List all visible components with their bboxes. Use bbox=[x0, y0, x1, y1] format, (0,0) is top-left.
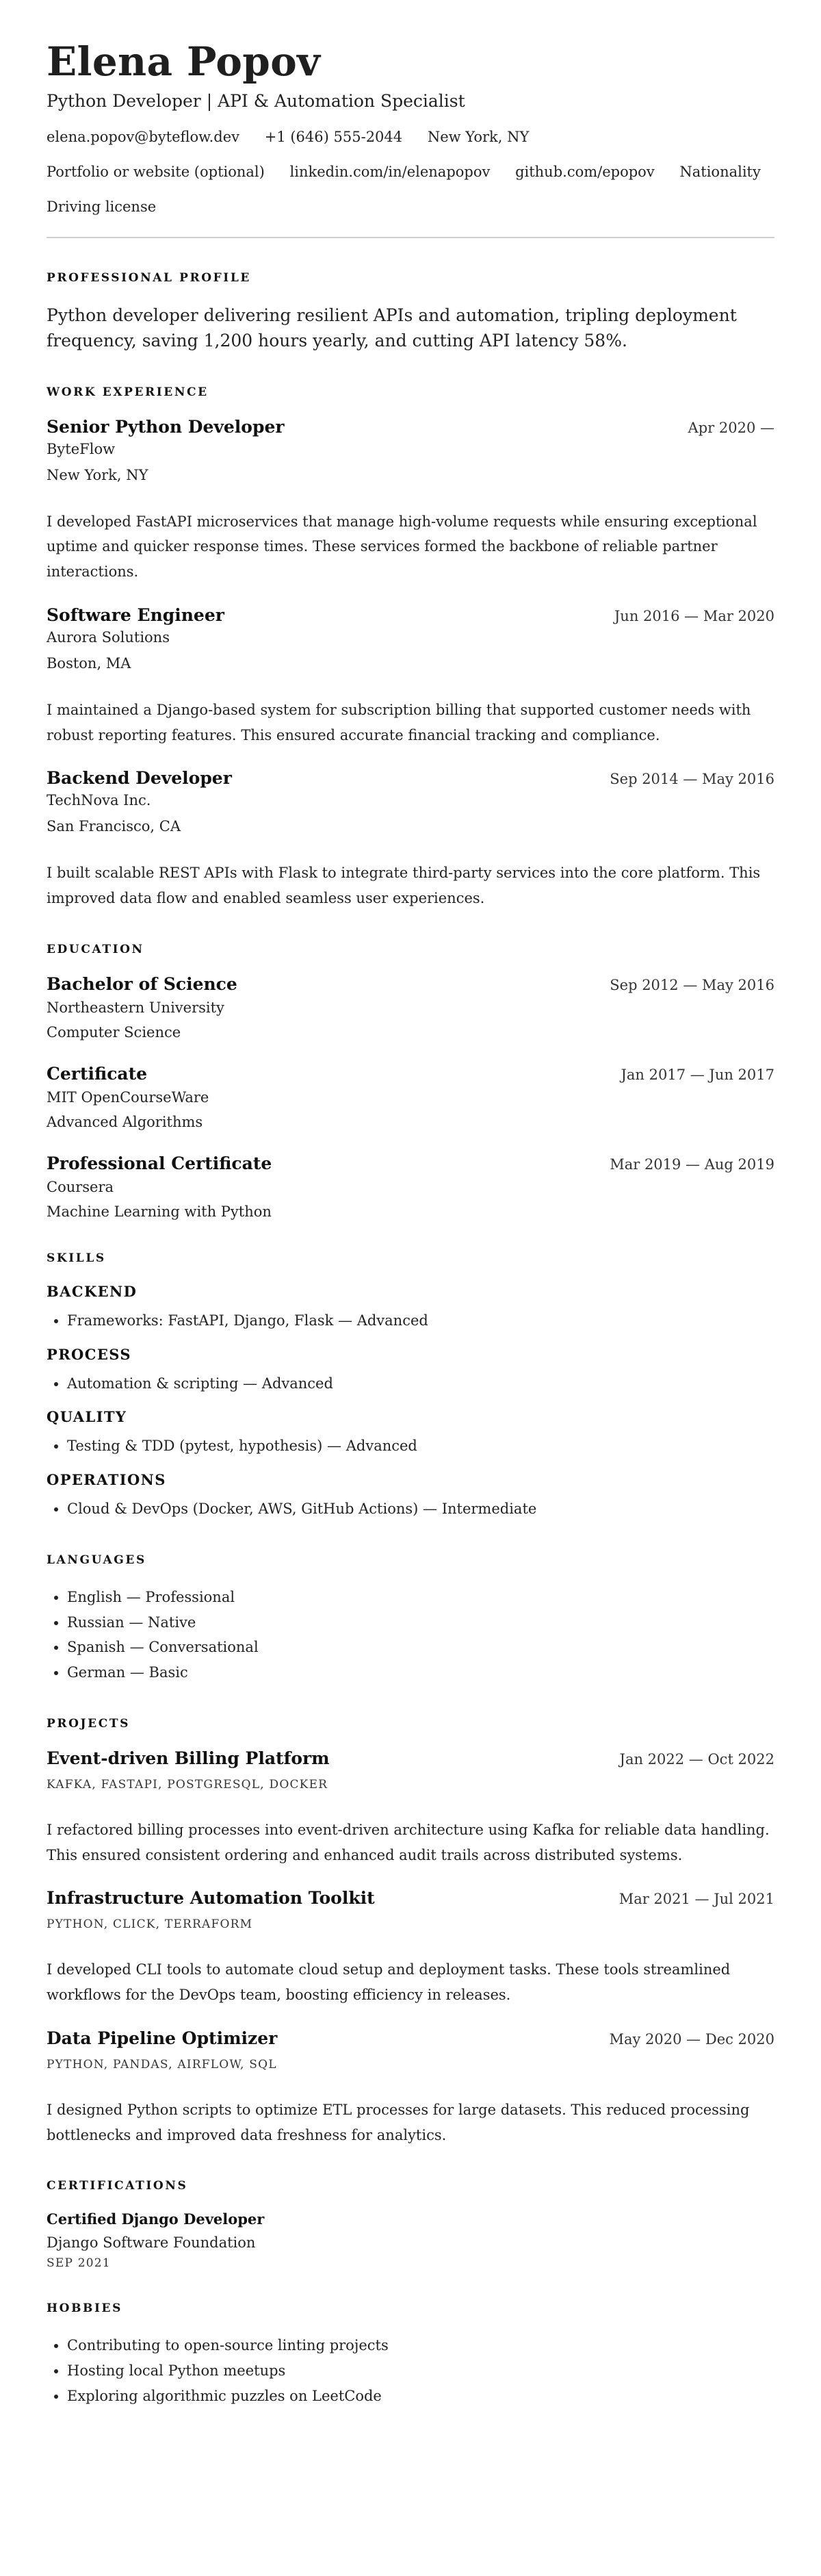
job-company: ByteFlow bbox=[47, 440, 116, 457]
contact-portfolio[interactable]: Portfolio or website (optional) bbox=[47, 164, 265, 181]
job-location: Boston, MA bbox=[47, 654, 131, 672]
degree-title: Bachelor of Science bbox=[47, 973, 237, 994]
job-title: Backend Developer bbox=[47, 768, 232, 789]
project-dates: May 2020 — Dec 2020 bbox=[609, 2030, 774, 2048]
contact-row-links bbox=[47, 164, 774, 181]
project-description: I designed Python scripts to optimize ETL processes for large datasets. This reduced processing bottlenecks and improved data freshness for analytics. bbox=[47, 2101, 750, 2143]
education-school: MIT OpenCourseWare bbox=[47, 1088, 209, 1106]
section-title-education: EDUCATION bbox=[47, 942, 144, 956]
education-dates: Mar 2019 — Aug 2019 bbox=[610, 1156, 774, 1173]
section-title-profile: PROFESSIONAL PROFILE bbox=[47, 270, 251, 285]
language-item: • German — Basic bbox=[67, 1660, 774, 1685]
skill-group bbox=[47, 1346, 774, 1397]
hobby-item: • Hosting local Python meetups bbox=[67, 2358, 774, 2384]
section-title-experience: WORK EXPERIENCE bbox=[47, 385, 209, 399]
degree-title: Professional Certificate bbox=[47, 1153, 272, 1173]
degree-title: Certificate bbox=[47, 1063, 148, 1084]
candidate-name: Elena Popov bbox=[47, 38, 321, 85]
project-entry bbox=[47, 1888, 774, 2008]
section-title-languages: LANGUAGES bbox=[47, 1553, 146, 1567]
job-location: San Francisco, CA bbox=[47, 818, 181, 835]
skill-item: • Cloud & DevOps (Docker, AWS, GitHub Actions) — Intermediate bbox=[67, 1496, 774, 1522]
section-title-certifications: CERTIFICATIONS bbox=[47, 2179, 188, 2193]
contact-row-primary bbox=[47, 129, 774, 146]
certification-issuer: Django Software Foundation bbox=[47, 2234, 256, 2252]
job-description: I maintained a Django-based system for subscription billing that supported customer needs with robust reporting features. This ensured accurate financial tracking and compliance. bbox=[47, 701, 751, 743]
experience-entry bbox=[47, 417, 774, 585]
project-entry bbox=[47, 2028, 774, 2148]
language-item: • English — Professional bbox=[67, 1585, 774, 1610]
section-title-projects: PROJECTS bbox=[47, 1716, 130, 1731]
projects-section bbox=[47, 1717, 774, 2148]
contact-row-extra bbox=[47, 199, 774, 216]
education-dates: Jan 2017 — Jun 2017 bbox=[621, 1066, 774, 1083]
education-field: Computer Science bbox=[47, 1023, 181, 1041]
experience-entry bbox=[47, 605, 774, 748]
education-field: Machine Learning with Python bbox=[47, 1203, 272, 1220]
language-item: • Spanish — Conversational bbox=[67, 1635, 774, 1660]
contact-nationality: Nationality bbox=[679, 164, 761, 181]
profile-section bbox=[47, 271, 774, 354]
skill-group bbox=[47, 1471, 774, 1522]
contact-linkedin[interactable]: linkedin.com/in/elenapopov bbox=[289, 164, 491, 181]
project-description: I developed CLI tools to automate cloud setup and deployment tasks. These tools streamlined workflows for the DevOps team, boosting efficiency in releases. bbox=[47, 1961, 731, 2004]
skill-item: • Testing & TDD (pytest, hypothesis) — Advanced bbox=[67, 1433, 774, 1459]
contact-location: New York, NY bbox=[427, 128, 530, 145]
education-field: Advanced Algorithms bbox=[47, 1113, 203, 1130]
job-description: I built scalable REST APIs with Flask to integrate third-party services into the core platform. This improved data flow and enabled seamless user experiences. bbox=[47, 865, 761, 907]
job-dates: Sep 2014 — May 2016 bbox=[610, 771, 774, 788]
contact-github[interactable]: github.com/epopov bbox=[515, 164, 655, 181]
hobbies-section bbox=[47, 2301, 774, 2408]
education-school: Northeastern University bbox=[47, 999, 224, 1016]
profile-summary: Python developer delivering resilient APIs and automation, tripling deployment frequency, saving 1,200 hours yearly, and cutting API latency 58%. bbox=[47, 305, 737, 351]
job-dates: Jun 2016 — Mar 2020 bbox=[614, 607, 774, 624]
contact-phone[interactable]: +1 (646) 555-2044 bbox=[264, 128, 403, 145]
project-description: I refactored billing processes into event-driven architecture using Kafka for reliable data handling. This ensured consistent ordering and enhanced audit trails across distributed systems. bbox=[47, 1821, 770, 1863]
contact-driving-license: Driving license bbox=[47, 199, 157, 216]
job-location: New York, NY bbox=[47, 466, 148, 483]
skill-item: • Frameworks: FastAPI, Django, Flask — Advanced bbox=[67, 1308, 774, 1334]
skill-group-title: BACKEND bbox=[47, 1282, 138, 1300]
job-company: Aurora Solutions bbox=[47, 628, 170, 646]
project-title: Data Pipeline Optimizer bbox=[47, 2028, 278, 2048]
education-entry bbox=[47, 1064, 774, 1130]
certification-entry bbox=[47, 2210, 774, 2270]
job-title: Software Engineer bbox=[47, 604, 224, 625]
resume-header bbox=[47, 40, 774, 216]
skill-item: • Automation & scripting — Advanced bbox=[67, 1371, 774, 1397]
experience-entry bbox=[47, 768, 774, 911]
education-entry bbox=[47, 974, 774, 1041]
job-dates: Apr 2020 — bbox=[688, 419, 774, 436]
language-item: • Russian — Native bbox=[67, 1610, 774, 1635]
certification-title: Certified Django Developer bbox=[47, 2210, 265, 2228]
project-tags: KAFKA, FASTAPI, POSTGRESQL, DOCKER bbox=[47, 1777, 328, 1791]
hobby-item: • Exploring algorithmic puzzles on LeetCode bbox=[67, 2384, 774, 2409]
education-dates: Sep 2012 — May 2016 bbox=[610, 976, 774, 993]
education-school: Coursera bbox=[47, 1178, 114, 1195]
education-entry bbox=[47, 1153, 774, 1220]
project-dates: Mar 2021 — Jul 2021 bbox=[618, 1891, 774, 1908]
project-title: Infrastructure Automation Toolkit bbox=[47, 1888, 375, 1909]
skill-group-title: QUALITY bbox=[47, 1408, 127, 1426]
project-dates: Jan 2022 — Oct 2022 bbox=[619, 1750, 774, 1768]
languages-section bbox=[47, 1553, 774, 1685]
project-entry bbox=[47, 1748, 774, 1868]
header-divider bbox=[47, 237, 774, 238]
certifications-section bbox=[47, 2179, 774, 2270]
section-title-skills: SKILLS bbox=[47, 1251, 106, 1265]
skill-group-title: PROCESS bbox=[47, 1345, 131, 1363]
skill-group bbox=[47, 1283, 774, 1334]
job-description: I developed FastAPI microservices that manage high-volume requests while ensuring exceptional uptime and quicker response times. These services formed the backbone of reliable partner interactions. bbox=[47, 513, 757, 581]
project-tags: PYTHON, CLICK, TERRAFORM bbox=[47, 1917, 253, 1932]
job-title: Senior Python Developer bbox=[47, 416, 285, 437]
hobby-item: • Contributing to open-source linting projects bbox=[67, 2333, 774, 2358]
project-title: Event-driven Billing Platform bbox=[47, 1748, 330, 1768]
job-company: TechNova Inc. bbox=[47, 792, 151, 809]
skills-section bbox=[47, 1251, 774, 1522]
skill-group-title: OPERATIONS bbox=[47, 1471, 166, 1489]
skill-group bbox=[47, 1408, 774, 1459]
section-title-hobbies: HOBBIES bbox=[47, 2301, 122, 2316]
project-tags: PYTHON, PANDAS, AIRFLOW, SQL bbox=[47, 2057, 277, 2071]
contact-email[interactable]: elena.popov@byteflow.dev bbox=[47, 128, 240, 145]
certification-date: SEP 2021 bbox=[47, 2256, 111, 2271]
experience-section bbox=[47, 385, 774, 911]
education-section bbox=[47, 943, 774, 1220]
candidate-headline: Python Developer | API & Automation Specialist bbox=[47, 90, 465, 111]
